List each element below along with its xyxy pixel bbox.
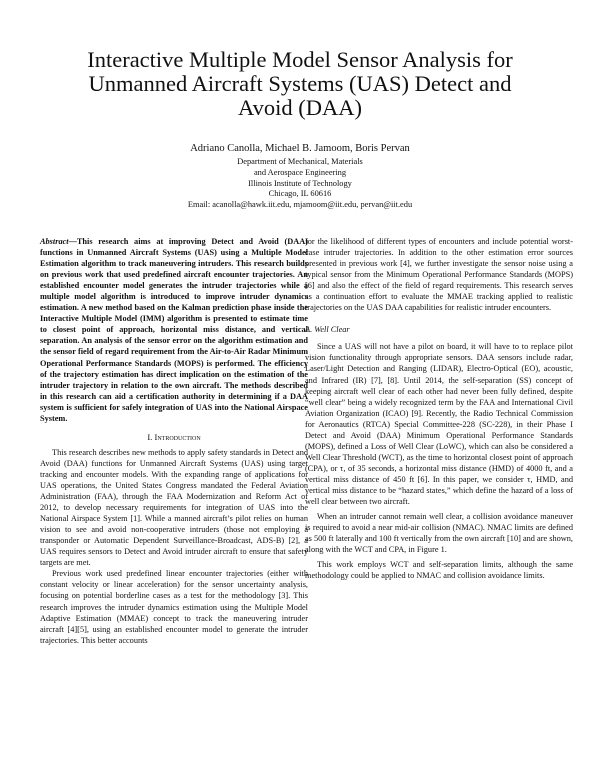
affiliation-line: Chicago, IL 60616 [268,189,332,199]
abstract [40,236,308,424]
abstract-lead: Abstract [40,237,69,246]
author-list: Adriano Canolla, Michael B. Jamoom, Boris Pervan [190,143,410,154]
left-column [40,236,308,646]
title-line: Unmanned Aircraft Systems (UAS) Detect and [88,71,512,96]
affiliation-line: Illinois Institute of Technology [248,178,352,188]
abstract-text: —This research aims at improving Detect and Avoid (DAA) functions in Unmanned Aircraft Systems (UAS) using a Multiple Model Estimation algorithm to track maneuvering intruders. This research builds on previous work that used predefined aircraft encounter trajectories. An established encounter model generates the intruder trajectories while a multiple model algorithm is introduced to improve intruder dynamics estimation. A new method based on the Kalman prediction phase inside the Interactive Multiple Model (IMM) algorithm is presented to estimate time to closest point of approach, horizontal miss distance, and vertical separation. An analysis of the sensor error on the algorithm estimation and the sensor field of regard requirement from the Air-to-Air Radar Minimum Operational Performance Standards (MOPS) is performed. The efficiency of the trajectory estimation has direct implication on the estimation of the intruder trajectory in relation to the own aircraft. The methods described in this research can aid a certification authority in determining if a DAA system is sufficient for safely integration of UAS into the National Airspace System. [40,237,308,423]
section-heading-introduction: I. Introduction [147,431,201,442]
well-clear-paragraph: Since a UAS will not have a pilot on board, it will have to to replace pilot vision functionality through appropriate sensors. DAA sensors include radar, Laser/Light Detection and Ranging (LIDAR), Electro-Optical (EO), acoustic, and Infrared (IR) [7], [8]. Until 2014, the self-separation (SS) concept of keeping aircraft well clear of each other had never been fully defined, despite “well clear” being a widely recognized term by the FAA and International Civil Aviation Organization (ICAO) [9]. Recently, the Radio Technical Commission for Aeronautics (RTCA) Special Committee-228 (SC-228), in their Phase I Detect and Avoid (DAA) Minimum Operational Performance Standards (MOPS), defined a Loss of Well Clear (LoWC), which can also be considered a Well Clear Threshold (WCT), as the time to horizontal closest point of approach (CPA), or τ, of 35 seconds, a horizontal miss distance (HMD) of 4000 ft, and a vertical miss distance of 450 ft [6]. In this paper, we consider τ, HMD, and vertical miss distance to be “hazard states,” which define the hazard of a loss of well clear between two aircraft. [305,342,573,507]
intro-continuation-paragraph: for the likelihood of different types of encounters and include potential worst-case intruder trajectories. In addition to the other estimation error sources presented in previous work [4], we further investigate the sensor noise using a typical sensor from the Minimum Operational Performance Standards (MOPS) [6] and also the effect of the field of regard requirements. This research serves as a continuation effort to evaluate the MMAE tracking applied to realistic trajectories on the UAS DAA capabilities for realistic intruder encounters. [305,237,573,313]
well-clear-paragraph: This work employs WCT and self-separation limits, although the same methodology could be applied to NMAC and collision avoidance limits. [305,560,573,581]
affiliation-line: Department of Mechanical, Materials [237,157,363,166]
right-column [305,236,573,581]
well-clear-paragraph: When an intruder cannot remain well clear, a collision avoidance maneuver is required to avoid a near mid-air collision (NMAC). NMAC limits are defined as 500 ft laterally and 100 ft vertically from the own aircraft [10] and are shown, along with the WCT and CPA, in Figure 1. [305,512,573,555]
email-line: Email: acanolla@hawk.iit.edu, mjamoom@iit.edu, pervan@iit.edu [187,200,413,210]
affiliation-line: and Aerospace Engineering [253,167,347,177]
subsection-heading-well-clear: A. Well Clear [305,325,350,335]
title-line: Avoid (DAA) [238,95,362,120]
intro-paragraph: This research describes new methods to apply safety standards in Detect and Avoid (DAA) functions for Unmanned Aircraft Systems (UAS) using target tracking and encounter models. With the expanding range of applications for UAS operations, the United States Congress mandated the Federal Aviation Administration (FAA), through the FAA Modernization and Reform Act of 2012, to develop necessary requirements for integration of UAS into the National Airspace System [1]. While a manned aircraft’s pilot relies on human vision to see and avoid non-cooperative intruders (those not employing a transponder or Automatic Dependent Surveillance-Broadcast, ADS-B) [2], a UAS requires sensors to Detect and Avoid intruder aircraft to ensure that safety targets are met. [40,447,308,568]
paper-title [40,48,560,120]
title-line: Interactive Multiple Model Sensor Analysis for [87,47,513,72]
intro-paragraph: Previous work used predefined linear encounter trajectories (either with constant velocity or linear acceleration) for the sensor uncertainty analysis, focusing on potential borderline cases as a test for the methodology [3]. This research improves the intruder dynamics estimation using the Multiple Model Adaptive Estimation (MMAE) concept to track the maneuvering intruder aircraft [4][5], using an established encounter model to generate the intruder trajectories. This better accounts [40,569,308,645]
affiliation-block [60,157,540,211]
